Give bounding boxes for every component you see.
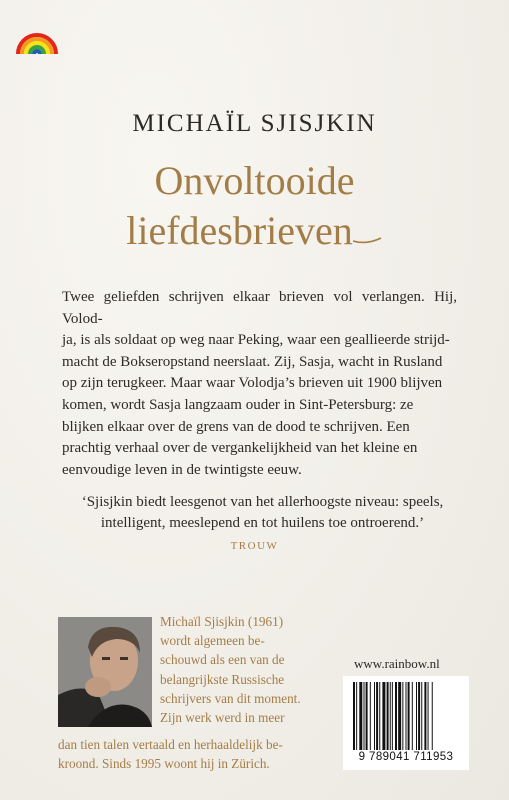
- blurb-line: blijken elkaar over de grens van de dood te schrijven. Een: [62, 418, 410, 435]
- barcode: [343, 676, 469, 770]
- barcode-bar: [364, 682, 365, 750]
- blurb-text: [62, 287, 457, 481]
- bio-line: wordt algemeen be-: [160, 633, 265, 649]
- title-line-2: [0, 206, 509, 256]
- barcode-bar: [390, 682, 391, 750]
- barcode-bar: [416, 682, 417, 750]
- blurb-line: Twee geliefden schrijven elkaar brieven vol verlangen. Hij, Volod-: [62, 289, 457, 327]
- bio-line: belangrijkste Russische: [160, 671, 285, 687]
- barcode-bar: [395, 682, 397, 750]
- barcode-bar: [366, 682, 368, 750]
- author-portrait: [58, 617, 152, 727]
- barcode-bar: [402, 682, 403, 750]
- barcode-bar: [359, 682, 362, 750]
- blurb-line: komen, wordt Sasja langzaam ouder in Sint-Petersburg: ze: [62, 396, 414, 413]
- review-quote: [56, 492, 469, 534]
- barcode-bar: [432, 682, 433, 750]
- author-bio-continued: [58, 735, 283, 773]
- bio-line: schouwd als een van de: [160, 652, 285, 668]
- barcode-bar: [379, 682, 380, 750]
- blurb-line: macht de Bokseropstand neerslaat. Zij, Sasja, wacht in Rusland: [62, 353, 443, 370]
- isbn-number: 9 789041 711953: [358, 751, 454, 763]
- barcode-bar: [418, 682, 420, 750]
- barcode-bar: [406, 682, 407, 750]
- barcode-bar: [356, 682, 357, 750]
- author-bio: [160, 612, 312, 727]
- portrait-illustration: [58, 617, 152, 727]
- publisher-url: www.rainbow.nl: [354, 656, 440, 671]
- barcode-bar: [408, 682, 410, 750]
- blurb-line: eenvoudige leven in de twintigste eeuw.: [62, 461, 302, 478]
- barcode-bar: [392, 682, 393, 750]
- barcode-bar: [382, 682, 385, 750]
- bio-line: Zijn werk werd in meer: [160, 710, 285, 726]
- barcode-bar: [370, 682, 371, 750]
- rainbow-logo-icon: [14, 12, 60, 56]
- swash-icon: [353, 232, 383, 244]
- title-line-2-text: liefdesbrieven: [126, 208, 353, 253]
- quote-line: ‘Sjisjkin biedt leesgenot van het allerhoogste niveau: speels,: [81, 494, 444, 510]
- book-title: [0, 156, 509, 256]
- barcode-bar: [421, 682, 422, 750]
- barcode-bar: [424, 682, 426, 750]
- bio-line: kroond. Sinds 1995 woont hij in Zürich.: [58, 756, 270, 772]
- blurb-line: op zijn terugkeer. Maar waar Volodja’s brieven uit 1900 blijven: [62, 375, 443, 392]
- barcode-bar: [374, 682, 375, 750]
- barcode-bar: [428, 682, 429, 750]
- barcode-bar: [376, 682, 378, 750]
- barcode-bar: [387, 682, 389, 750]
- quote-source: TROUW: [230, 540, 279, 552]
- barcode-bar: [412, 682, 413, 750]
- bio-line: dan tien talen vertaald en herhaaldelijk be-: [58, 737, 283, 752]
- barcode-bars-icon: [353, 682, 459, 750]
- blurb-line: prachtig verhaal over de vergankelijkheid van het kleine en: [62, 440, 418, 457]
- quote-line: intelligent, meeslepend en tot huilens toe ontroerend.’: [100, 515, 425, 531]
- author-name: MICHAÏL SJISJKIN: [132, 110, 377, 137]
- title-line-1: Onvoltooide: [154, 158, 355, 203]
- bio-line: schrijvers van dit moment.: [160, 690, 301, 706]
- blurb-line: ja, is als soldaat op weg naar Peking, waar een geallieerde strijd-: [62, 332, 450, 349]
- bio-line: Michaïl Sjisjkin (1961): [160, 614, 284, 629]
- barcode-bar: [398, 682, 401, 750]
- barcode-bar: [353, 682, 355, 750]
